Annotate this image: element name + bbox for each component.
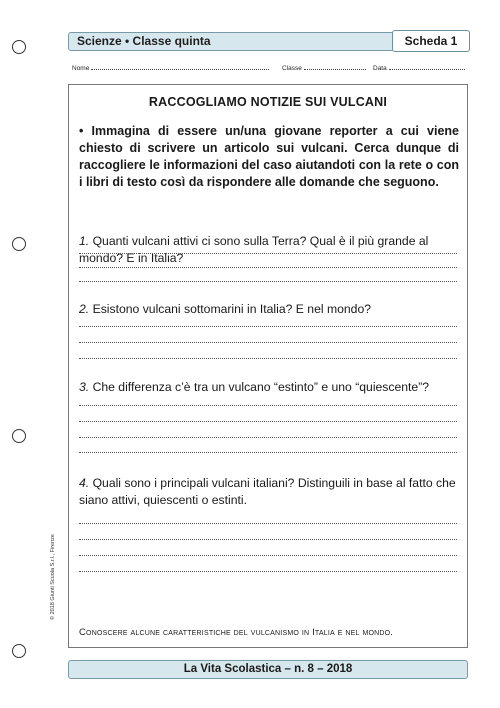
data-field[interactable]: [373, 64, 465, 72]
scheda-label: Scheda 1: [392, 30, 470, 52]
answer-line[interactable]: [79, 342, 457, 343]
question-text: Che differenza c’è tra un vulcano “estinto” e uno “quiescente”?: [92, 380, 430, 394]
answer-line[interactable]: [79, 523, 457, 524]
answer-line[interactable]: [79, 253, 457, 254]
question-3: [79, 379, 459, 396]
question-number: 3.: [79, 380, 90, 394]
answer-line[interactable]: [79, 555, 457, 556]
answer-line[interactable]: [79, 358, 457, 359]
worksheet-title: RACCOGLIAMO NOTIZIE SUI VULCANI: [148, 95, 388, 109]
nome-label: Nome: [72, 65, 90, 72]
binder-hole: [12, 429, 26, 443]
answer-line[interactable]: [79, 281, 457, 282]
answer-line[interactable]: [79, 452, 457, 453]
question-number: 1.: [79, 234, 90, 248]
learning-objective: Conoscere alcune caratteristiche del vulcanismo in Italia e nel mondo.: [79, 627, 394, 638]
binder-hole: [12, 644, 26, 658]
question-2: [79, 301, 459, 318]
question-text: Quanti vulcani attivi ci sono sulla Terra? Qual è il più grande al mondo? E in Italia?: [79, 234, 429, 265]
question-number: 4.: [79, 476, 90, 490]
data-label: Data: [373, 65, 387, 72]
classe-field[interactable]: [282, 64, 366, 72]
subject-label: Scienze • Classe quinta: [77, 34, 211, 48]
answer-line[interactable]: [79, 267, 457, 268]
magazine-footer: La Vita Scolastica – n. 8 – 2018: [68, 660, 468, 679]
answer-line[interactable]: [79, 539, 457, 540]
question-text: Esistono vulcani sottomarini in Italia? E nel mondo?: [92, 302, 371, 316]
binder-hole: [12, 237, 26, 251]
answer-line[interactable]: [79, 437, 457, 438]
classe-label: Classe: [282, 65, 302, 72]
answer-line[interactable]: [79, 421, 457, 422]
nome-field[interactable]: [72, 64, 269, 72]
answer-line[interactable]: [79, 326, 457, 327]
binder-hole: [12, 40, 26, 54]
question-text: Quali sono i principali vulcani italiani? Distinguili in base al fatto che siano attivi, quiescenti o estinti.: [79, 476, 456, 507]
question-1: [79, 233, 459, 267]
answer-line[interactable]: [79, 571, 457, 572]
answer-line[interactable]: [79, 405, 457, 406]
question-4: [79, 475, 459, 509]
copyright-notice: © 2018 Giunti Scuola S.r.l., Firenze: [50, 534, 56, 620]
intro-text: • Immagina di essere un/una giovane reporter a cui viene chiesto di scrivere un articolo sui vulcani. Cerca dunque di raccogliere le informazioni del caso aiutandoti con la rete o con i libri di testo così da rispondere alle domande che seguono.: [79, 124, 459, 189]
question-number: 2.: [79, 302, 90, 316]
worksheet-frame: [68, 84, 468, 648]
